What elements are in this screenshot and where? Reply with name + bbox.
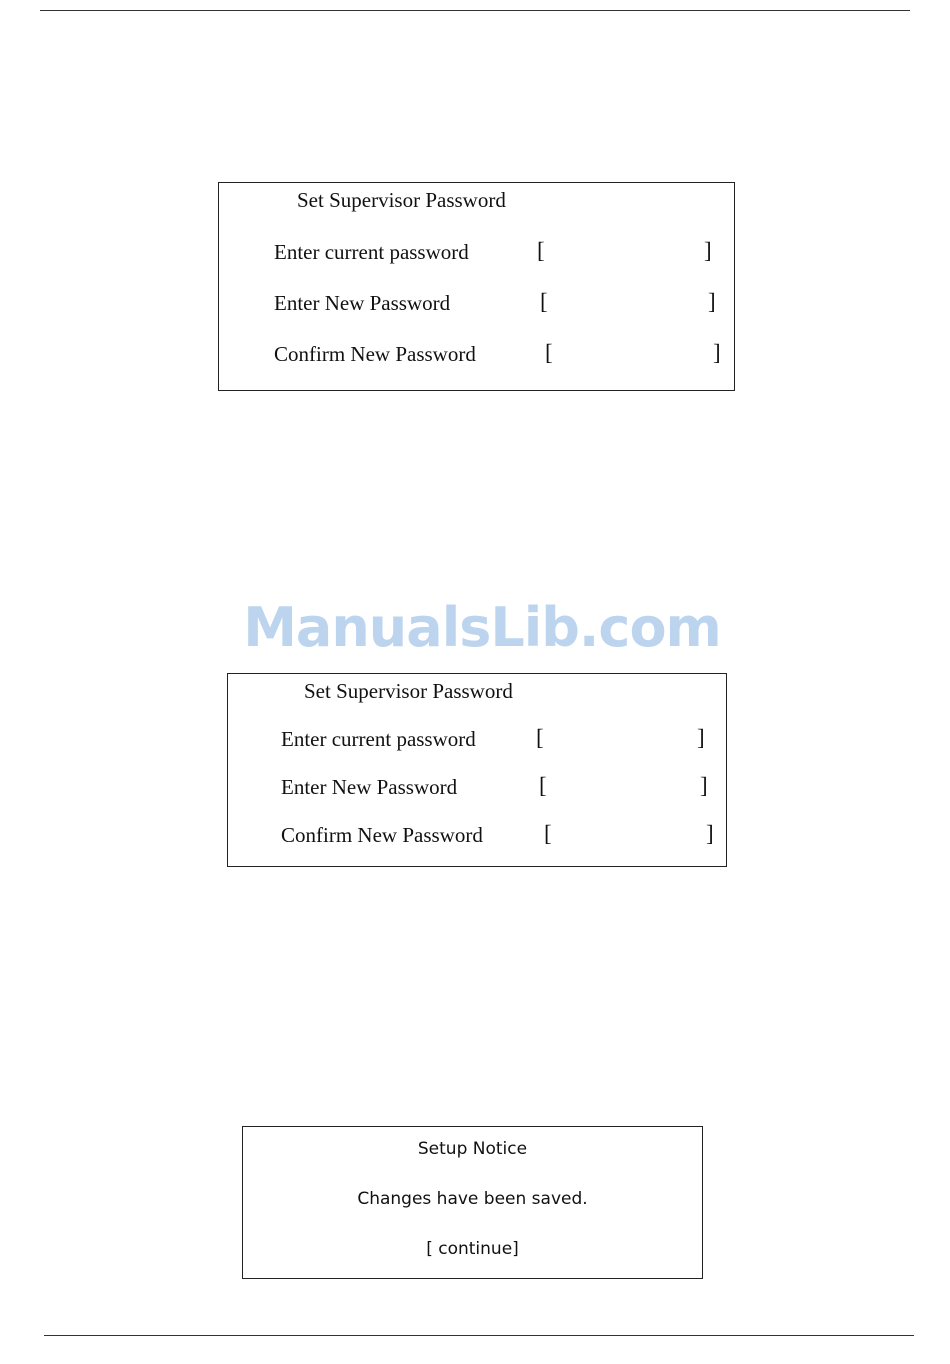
notice-message: Changes have been saved. (357, 1189, 588, 1209)
continue-button[interactable]: [ continue] (426, 1239, 519, 1259)
confirm-new-password-label: Confirm New Password (274, 342, 476, 366)
top-rule (40, 10, 910, 11)
confirm-password-field-open[interactable]: [ (544, 821, 552, 846)
new-password-field-open[interactable]: [ (540, 289, 548, 314)
dialog-title: Set Supervisor Password (297, 188, 506, 212)
current-password-field-open[interactable]: [ (537, 238, 545, 263)
dialog-title: Set Supervisor Password (304, 679, 513, 703)
confirm-password-field-open[interactable]: [ (545, 340, 553, 365)
current-password-field-open[interactable]: [ (536, 725, 544, 750)
set-supervisor-password-dialog-2 (227, 673, 727, 867)
enter-current-password-label: Enter current password (281, 727, 476, 751)
notice-title: Setup Notice (417, 1139, 528, 1159)
watermark: ManualsLib.com (243, 596, 721, 659)
current-password-field-close: ] (704, 238, 712, 263)
current-password-field-close: ] (697, 725, 705, 750)
enter-new-password-label: Enter New Password (274, 291, 451, 315)
new-password-field-close: ] (700, 773, 708, 798)
confirm-password-field-close: ] (706, 821, 714, 846)
enter-new-password-label: Enter New Password (281, 775, 458, 799)
enter-current-password-label: Enter current password (274, 240, 469, 264)
new-password-field-open[interactable]: [ (539, 773, 547, 798)
confirm-new-password-label: Confirm New Password (281, 823, 483, 847)
new-password-field-close: ] (708, 289, 716, 314)
confirm-password-field-close: ] (713, 340, 721, 365)
setup-notice-dialog (242, 1126, 703, 1279)
bottom-rule (44, 1335, 914, 1336)
set-supervisor-password-dialog-1 (218, 182, 735, 391)
